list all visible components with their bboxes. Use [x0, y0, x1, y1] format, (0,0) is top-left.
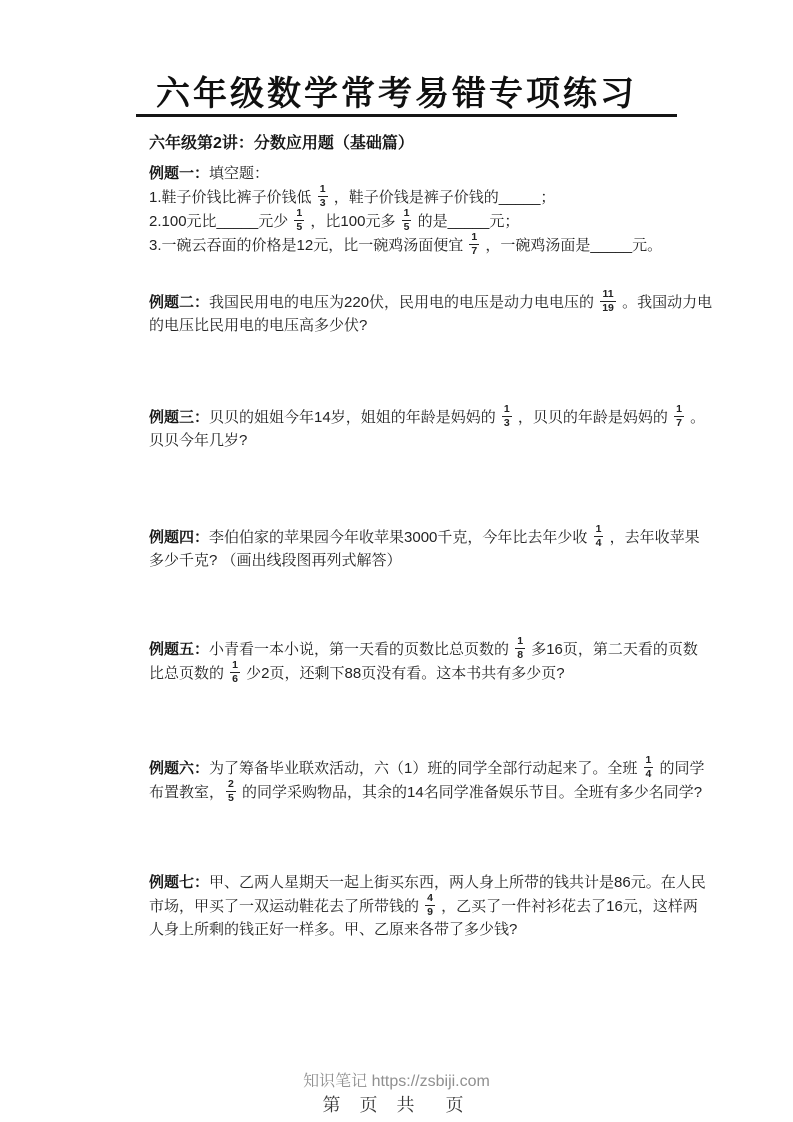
section-header: 六年级第2讲：分数应用题（基础篇） — [149, 135, 414, 152]
fraction-numerator: 1 — [319, 183, 326, 195]
fraction-numerator: 2 — [228, 778, 234, 790]
text-run: 比总页数的 — [149, 664, 229, 682]
problem-label: 例题二： — [149, 293, 210, 311]
fraction — [402, 208, 412, 232]
problem-line — [149, 917, 694, 940]
text-run: 的电压比民用电的电压高多少伏? — [149, 317, 368, 334]
fraction — [226, 779, 236, 803]
problem-line — [149, 428, 694, 451]
problem-line — [149, 403, 706, 429]
fraction-denominator: 5 — [228, 791, 234, 804]
fraction — [469, 232, 479, 256]
problem-line — [149, 232, 694, 256]
fraction-denominator: 7 — [676, 416, 682, 429]
text-run: 多16页，第二天看的页数 — [527, 640, 698, 658]
fraction-denominator: 9 — [427, 905, 434, 918]
text-run: ，贝贝的年龄是妈妈的 — [513, 408, 673, 426]
problem-label: 例题一： — [149, 165, 210, 182]
text-run: 我国民用电的电压为220伏，民用电的电压是动力电电压的 — [209, 293, 599, 311]
text-run: 人身上所剩的钱正好一样多。甲、乙原来各带了多少钱? — [149, 921, 518, 938]
problem-line — [149, 870, 706, 893]
fraction-numerator: 1 — [645, 754, 652, 766]
problem-5 — [149, 635, 698, 685]
text-run: 。我国动力电 — [617, 293, 713, 311]
problem-1 — [149, 161, 694, 256]
text-run: 小青看一本小说，第一天看的页数比总页数的 — [209, 640, 514, 658]
problem-6 — [149, 754, 705, 804]
text-run: 多少千克? （画出线段图再列式解答） — [149, 552, 402, 569]
problem-2 — [149, 288, 713, 336]
fraction — [594, 524, 604, 548]
fraction-numerator: 1 — [676, 403, 682, 415]
problem-line — [149, 892, 698, 918]
problem-4 — [149, 523, 700, 571]
fraction-denominator: 19 — [602, 301, 614, 314]
text-run: 贝贝的姐姐今年14岁，姐姐的年龄是妈妈的 — [209, 408, 500, 426]
fraction-numerator: 1 — [595, 523, 602, 535]
fraction — [230, 660, 240, 684]
fraction-denominator: 3 — [503, 416, 510, 429]
text-run: 市场，甲买了一双运动鞋花去了所带钱的 — [149, 897, 424, 915]
fraction-denominator: 5 — [296, 220, 303, 233]
text-run: 甲、乙两人星期天一起上街买东西，两人身上所带的钱共计是86元。在人民 — [209, 874, 706, 891]
problem-line — [149, 754, 705, 780]
fraction — [502, 404, 512, 428]
text-run: ，比100元多 — [306, 212, 400, 230]
fraction — [515, 636, 525, 660]
problem-label: 例题六： — [149, 759, 210, 777]
text-run: 少2页，还剩下88页没有看。这本书共有多少页? — [242, 664, 565, 682]
fraction — [318, 184, 328, 208]
problem-line — [149, 288, 713, 314]
footer-page-number: 第 页 共 页 — [322, 1095, 471, 1115]
text-run: 填空题： — [209, 165, 270, 182]
text-run: 的是_____元； — [413, 212, 520, 230]
fraction-denominator: 5 — [403, 220, 410, 233]
text-run: 1.鞋子价钱比裤子价钱低 — [149, 188, 316, 206]
fraction-numerator: 4 — [427, 892, 434, 904]
problem-line — [149, 523, 700, 549]
problem-label: 例题四： — [149, 528, 210, 546]
title-divider — [136, 114, 677, 117]
text-run: 布置教室， — [149, 783, 225, 801]
problem-line — [149, 313, 694, 336]
problem-7 — [149, 870, 706, 940]
text-run: 为了筹备毕业联欢活动，六（1）班的同学全部行动起来了。全班 — [209, 759, 642, 777]
fraction-denominator: 4 — [595, 536, 602, 549]
fraction — [425, 893, 435, 917]
problem-label: 例题五： — [149, 640, 210, 658]
fraction — [644, 755, 654, 779]
problem-line — [149, 184, 694, 208]
problem-label: 例题三： — [149, 408, 210, 426]
fraction-denominator: 7 — [471, 244, 478, 257]
text-run: 。 — [685, 408, 706, 426]
problem-line — [149, 635, 698, 661]
text-run: ，去年收苹果 — [605, 528, 700, 546]
text-run: ，鞋子价钱是裤子价钱的_____； — [329, 188, 556, 206]
text-run: 李伯伯家的苹果园今年收苹果3000千克，今年比去年少收 — [209, 528, 592, 546]
text-run: 的同学 — [655, 759, 705, 777]
page-title: 六年级数学常考易错专项练习 — [156, 75, 637, 113]
text-run: 的同学采购物品，其余的14名同学准备娱乐节目。全班有多少名同学? — [237, 783, 703, 801]
text-run: ，一碗鸡汤面是_____元。 — [481, 236, 663, 254]
text-run: 3.一碗云吞面的价格是12元，比一碗鸡汤面便宜 — [149, 236, 468, 254]
problem-line — [149, 778, 703, 804]
problem-line — [149, 161, 694, 184]
text-run: ，乙买了一件衬衫花去了16元，这样两 — [437, 897, 698, 915]
fraction-numerator: 11 — [602, 288, 614, 300]
fraction — [600, 289, 616, 313]
fraction-numerator: 1 — [403, 207, 410, 219]
fraction-numerator: 1 — [296, 207, 303, 219]
problem-label: 例题七： — [149, 874, 210, 891]
fraction-numerator: 1 — [517, 635, 524, 647]
fraction — [294, 208, 304, 232]
fraction-denominator: 8 — [517, 648, 524, 661]
footer-site-link: 知识笔记 https://zsbiji.com — [303, 1073, 490, 1090]
fraction-denominator: 3 — [319, 196, 326, 209]
problem-line — [149, 548, 694, 571]
fraction-numerator: 1 — [232, 659, 239, 671]
fraction — [674, 404, 684, 428]
problem-line — [149, 208, 694, 232]
text-run: 2.100元比_____元少 — [149, 212, 293, 230]
text-run: 贝贝今年几岁? — [149, 432, 248, 449]
fraction-denominator: 4 — [645, 767, 652, 780]
problem-3 — [149, 403, 706, 451]
fraction-denominator: 6 — [232, 672, 239, 685]
fraction-numerator: 1 — [471, 231, 478, 243]
fraction-numerator: 1 — [503, 403, 510, 415]
problem-line — [149, 660, 694, 684]
